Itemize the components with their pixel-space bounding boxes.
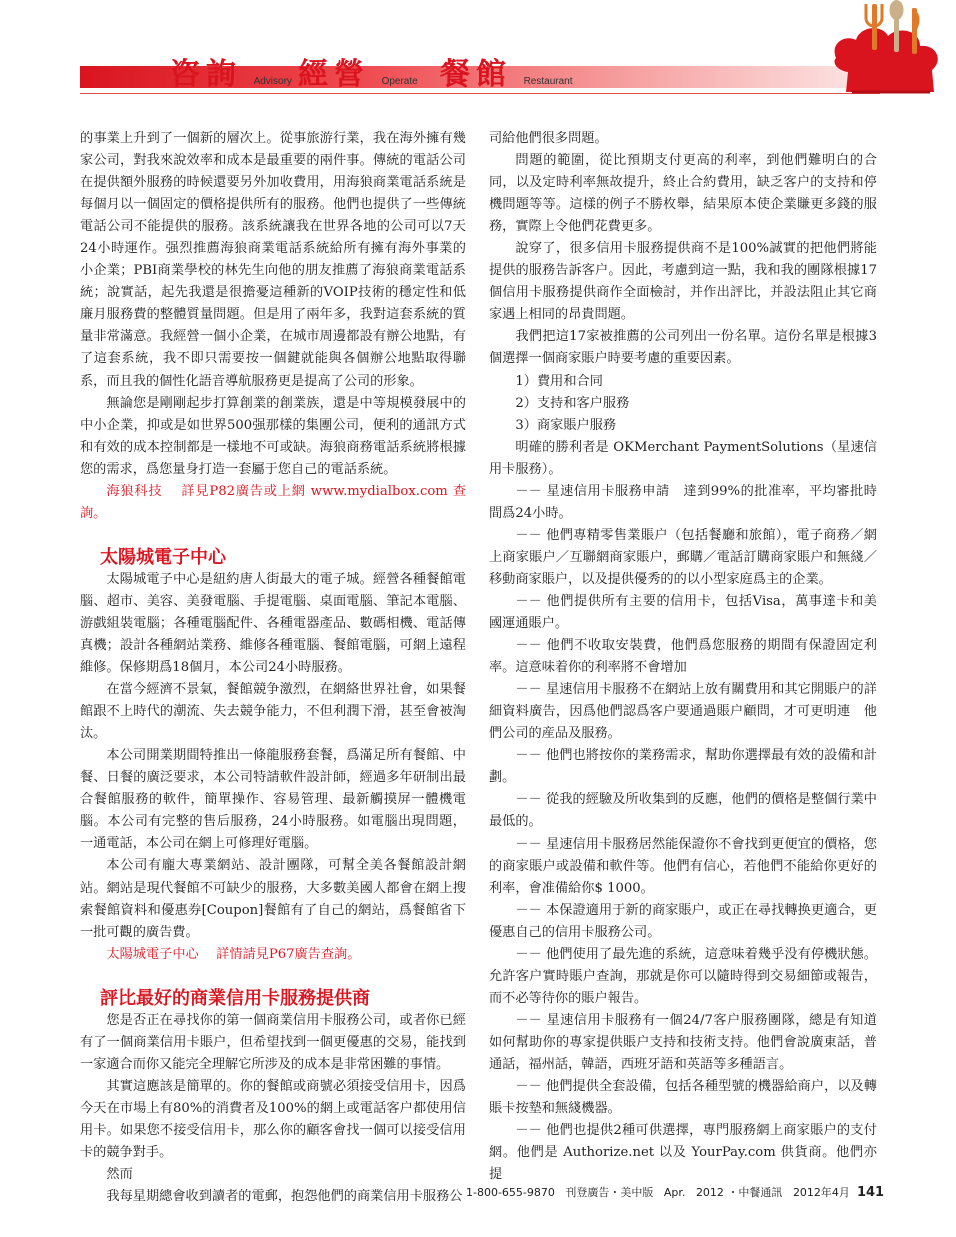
header-zh-restaurant: 餐館 <box>440 57 512 92</box>
paragraph: 在當今經濟不景氣，餐館競争激烈，在網絡世界社會，如果餐館跟不上時代的潮流、失去競争能力，不但利潤下滑，甚至會被淘汰。 <box>80 682 466 742</box>
paragraph: －－ 他們提供所有主要的信用卡，包括Visa，萬事達卡和美國運通賬户。 <box>489 593 877 632</box>
chef-hat-cutlery-icon <box>826 0 956 100</box>
paragraph: －－ 他們提供全套設備，包括各種型號的機器給商户，以及轉賬卡按墊和無綫機器。 <box>489 1079 877 1117</box>
paragraph: 本公司開業期間特推出一條龍服務套餐，爲滿足所有餐館、中餐、日餐的廣泛要求，本公司特請軟件設計師，經過多年研制出最合餐館服務的軟件，簡單操作、容易管理、最新觸摸屏一體機電腦。本公司有完整的售后服務，24小時服務。如電腦出現問題，一通電話，本公司在網上可修理好電腦。 <box>80 748 466 852</box>
reference-note: 太陽城電子中心 詳情請見P67廣告查詢。 <box>106 946 361 962</box>
paragraph: －－ 他們使用了最先進的系統，這意味着幾乎没有停機狀態。允許客户實時賬户查詢，那就是你可以隨時得到交易細節或報告，而不必等待你的賬户報告。 <box>489 946 877 1006</box>
footer-month: Apr. <box>663 1186 686 1199</box>
footer-pub: 刊登廣告・美中版 <box>565 1186 654 1199</box>
header-en-operate: Operate <box>381 76 418 87</box>
paragraph: 的事業上升到了一個新的層次上。從事旅游行業，我在海外擁有幾家公司，對我來說效率和成本是最重要的兩件事。傳統的電話公司在提供額外服務的時候還要另外加收費用，用海狼商業電話系統是每個月以一個固定的價格提供所有的服務。他們也提供了一些傳統電話公司不能提供的服務。該系統讓我在世界各地的公司可以7天24小時運作。强烈推薦海狼商業電話系統給所有擁有海外事業的小企業；PBI商業學校的林先生向他的朋友推薦了海狼商業電話系統；說實話，起先我還是很擔憂這種新的VOIP技術的穩定性和低廉月服務費的整體質量問題。但是用了兩年多，我對這套系統的質量非常滿意。我經營一個小企業，在城市周邊都設有辦公地點，有了這套系統，我不即只需要按一個鍵就能與各個辦公地點取得聯系，而且我的個性化語音導航服務更是提高了公司的形象。 <box>80 131 466 389</box>
paragraph: 3）商家賬户服務 <box>515 417 617 433</box>
paragraph: 問題的範圍，從比預期支付更高的利率，到他們難明白的合同，以及定時利率無故提升，終止合約費用，缺乏客户的支持和停機問題等等。這樣的例子不勝枚舉，結果原本使企業賺更多錢的服務，實際上令他們花費更多。 <box>489 153 877 235</box>
left-column <box>80 128 466 1208</box>
paragraph: 您是否正在尋找你的第一個商業信用卡服務公司，或者你已經有了一個商業信用卡賬户，但希望找到一個更優惠的交易，能找到一家適合而你又能完全理解它所涉及的成本是非常困難的事情。 <box>80 1012 466 1072</box>
paragraph: －－ 他們專精零售業賬户（包括餐廳和旅館），電子商務／網上商家賬户／互聯網商家賬户，郵購／電話訂購商家賬户和無綫／移動商家賬户，以及提供優秀的的以小型家庭爲主的企業。 <box>489 527 877 587</box>
paragraph: 司給他們很多問題。 <box>489 131 608 146</box>
right-column <box>489 128 877 1186</box>
section-heading: 評比最好的商業信用卡服務提供商 <box>100 987 370 1009</box>
paragraph: －－ 星速信用卡服務不在網站上放有關費用和其它開賬户的詳細資料廣告，因爲他們認爲客户要通過賬户顧問，才可更明連 他們公司的産品及服務。 <box>489 682 877 742</box>
reference-note: 海狼科技 詳見P82廣告或上網 www.mydialbox.com 查詢。 <box>80 483 466 521</box>
paragraph: 我每星期總會收到讀者的電郵，抱怨他們的商業信用卡服務公 <box>106 1189 463 1205</box>
paragraph: 我們把這17家被推薦的公司列出一份名單。這份名單是根據3個選擇一個商家賬户時要考慮的重要因素。 <box>489 329 877 367</box>
section-restaurant <box>440 57 573 92</box>
paragraph: －－ 從我的經驗及所收集到的反應，他們的價格是整個行業中最低的。 <box>489 792 877 830</box>
paragraph: －－ 他們不收取安裝費，他們爲您服務的期間有保證固定利率。這意味着你的利率將不會增加 <box>489 638 877 676</box>
header-en-restaurant: Restaurant <box>523 76 573 87</box>
paragraph: 無論您是剛剛起步打算創業的創業族，還是中等規模發展中的中小企業，抑或是如世界500强那樣的集團公司，便利的通訊方式和有效的成本控制都是一樣地不可或缺。海狼商務電話系統將根據您的需求，爲您量身打造一套屬于您自己的電話系統。 <box>80 395 466 477</box>
paragraph: －－ 星速信用卡服務申請 達到99%的批准率，平均審批時間爲24小時。 <box>489 483 877 521</box>
footer-year: 2012 <box>695 1186 724 1199</box>
paragraph: －－ 本保證適用于新的商家賬户，或正在尋找轉换更適合，更優惠自己的信用卡服務公司。 <box>489 902 877 940</box>
paragraph: 明確的勝利者是 OKMerchant PaymentSolutions（星速信用卡服務）。 <box>489 439 877 477</box>
page-number: 141 <box>856 1185 885 1200</box>
paragraph: 1）費用和合同 <box>515 373 603 389</box>
paragraph: 然而 <box>106 1167 133 1183</box>
paragraph: 2）支持和客户服務 <box>515 395 630 411</box>
paragraph: 其實這應該是簡單的。你的餐館或商號必須接受信用卡，因爲今天在市場上有80%的消費者及100%的網上或電話客户都使用信用卡。如果您不接受信用卡，那么你的顧客會找一個可以接受信用卡的競争對手。 <box>80 1078 466 1160</box>
footer <box>466 1184 884 1200</box>
paragraph: －－ 他們也提供2種可供選擇，專門服務網上商家賬户的支付網。他們是 Authorize.net 以及 YourPay.com 供貨商。他們亦提 <box>489 1123 877 1183</box>
paragraph: 本公司有龐大專業網站、設計團隊，可幫全美各餐館設計網站。網站是現代餐館不可缺少的服務，大多數美國人都會在網上搜索餐館資料和優惠券[Coupon]餐館有了自己的網站，爲餐館省下一批可觀的廣告費。 <box>80 858 466 940</box>
paragraph: －－ 星速信用卡服務居然能保證你不會找到更便宜的價格，您的商家賬户或設備和軟件等。他們有信心，若他們不能給你更好的利率，會准備給你$ 1000。 <box>489 836 877 896</box>
paragraph: －－ 星速信用卡服務有一個24/7客户服務團隊，總是有知道如何幫助你的專家提供賬户支持和技術支持。他們會說廣東話，普通話，福州話，韓語，西班牙語和英語等多種語言。 <box>489 1012 877 1072</box>
footer-date: 2012年4月 <box>792 1186 850 1199</box>
header-zh-operate: 經營 <box>298 57 370 92</box>
paragraph: 太陽城電子中心是紐約唐人街最大的電子城。經營各種餐館電腦、超市、美容、美發電腦、手提電腦、桌面電腦、筆記本電腦、游戲組裝電腦；各種電腦配件、各種電器產品、數碼相機、電話傳真機；設計各種網站業務、維修各種電腦、餐館電腦，可網上遠程維修。保修期爲18個月，本公司24小時服務。 <box>80 571 466 676</box>
footer-phone: 1-800-655-9870 <box>466 1186 555 1199</box>
header-zh-advisory: 咨詢 <box>170 57 242 92</box>
section-operate <box>298 57 418 92</box>
paragraph: 說穿了，很多信用卡服務提供商不是100%誠實的把他們將能提供的服務告訴客户。因此，考慮到這一點，我和我的團隊根據17個信用卡服務提供商作全面檢討，并作出評比，并設法阻止其它商家遇上相同的昂貴問題。 <box>489 241 877 323</box>
header-en-advisory: Advisory <box>253 76 292 87</box>
section-heading: 太陽城電子中心 <box>100 546 226 568</box>
paragraph: －－ 他們也將按你的業務需求，幫助你選擇最有效的設備和計劃。 <box>489 748 877 786</box>
header-rule <box>80 93 880 94</box>
section-advisory <box>170 57 292 92</box>
footer-mag: ・中餐通訊 <box>727 1186 783 1199</box>
